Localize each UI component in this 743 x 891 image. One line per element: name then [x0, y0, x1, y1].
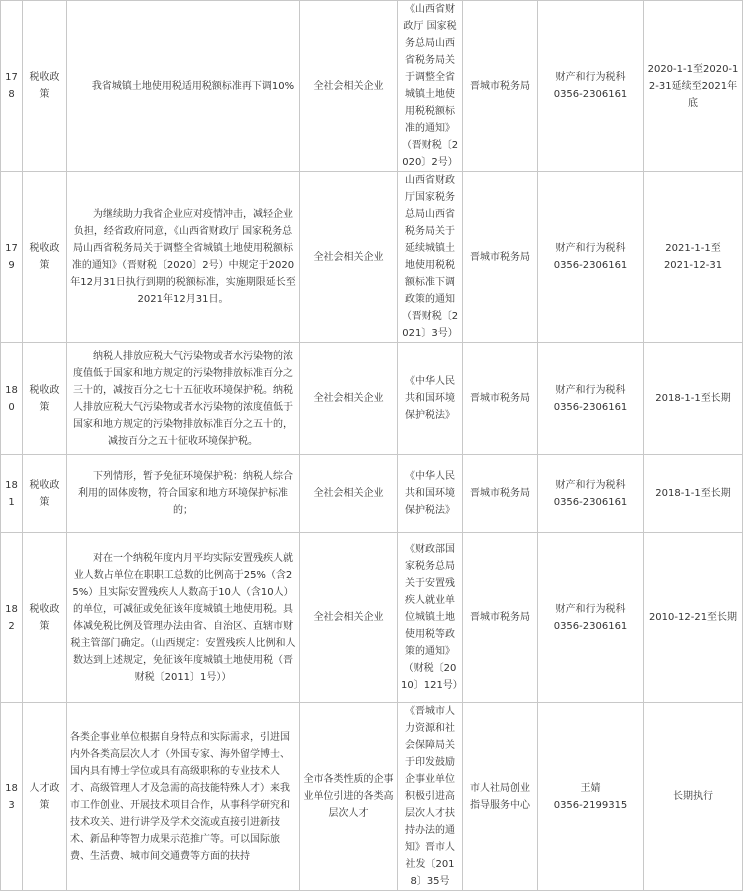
policy-period: 长期执行 — [644, 703, 743, 891]
policy-target: 全社会相关企业 — [300, 1, 398, 172]
policy-contact — [538, 703, 644, 891]
row-number: 180 — [1, 343, 23, 455]
contact-text: 财产和行为税科 0356-2306161 — [553, 603, 628, 632]
policy-target: 全社会相关企业 — [300, 533, 398, 703]
contact-text: 财产和行为税科 0356-2306161 — [553, 479, 628, 508]
policy-target: 全社会相关企业 — [300, 172, 398, 343]
table-row — [1, 455, 743, 533]
contact-text: 王婧 0356-2199315 — [553, 782, 628, 811]
policy-period: 2018-1-1至长期 — [644, 455, 743, 533]
policy-basis: 山西省财政厅国家税务总局山西省税务局关于延续城镇土地使用税税额标准下调政策的通知（晋财税〔2021〕3号） — [398, 172, 463, 343]
table-row — [1, 172, 743, 343]
table-row — [1, 703, 743, 891]
policy-content: 为继续助力我省企业应对疫情冲击，减轻企业负担，经省政府同意，《山西省财政厅 国家税务总局山西省税务局关于调整全省城镇土地使用税额标准的通知》（晋财税〔2020〕2号）中规定于2020年12月31日执行到期的税额标准，实施期限延长至2021年12月31日。 — [67, 172, 300, 343]
policy-basis: 《中华人民共和国环境保护税法》 — [398, 343, 463, 455]
policy-period — [644, 172, 743, 343]
policy-department: 晋城市税务局 — [463, 1, 538, 172]
policy-period: 2020-1-1至2020-12-31延续至2021年底 — [644, 1, 743, 172]
table-row — [1, 1, 743, 172]
table-row — [1, 343, 743, 455]
row-number: 181 — [1, 455, 23, 533]
row-number: 178 — [1, 1, 23, 172]
row-number: 182 — [1, 533, 23, 703]
policy-content: 对在一个纳税年度内月平均实际安置残疾人就业人数占单位在职职工总数的比例高于25%（含25%）且实际安置残疾人人数高于10人（含10人）的单位，可减征或免征该年度城镇土地使用税。具体减免税比例及管理办法由省、自治区、直辖市财税主管部门确定。（山西规定：安置残疾人比例和人数达到上述规定，免征该年度城镇土地使用税（晋财税〔2011〕1号）） — [67, 533, 300, 703]
policy-category: 税收政策 — [23, 343, 67, 455]
policy-basis: 《财政部国家税务总局关于安置残疾人就业单位城镇土地使用税等政策的通知》（财税〔2010〕121号） — [398, 533, 463, 703]
policy-content: 纳税人排放应税大气污染物或者水污染物的浓度值低于国家和地方规定的污染物排放标准百分之三十的，减按百分之七十五征收环境保护税。纳税人排放应税大气污染物或者水污染物的浓度值低于国家和地方规定的污染物排放标准百分之五十的，减按百分之五十征收环境保护税。 — [67, 343, 300, 455]
policy-category: 税收政策 — [23, 1, 67, 172]
period-text: 2021-1-1至 2021-12-31 — [663, 243, 723, 271]
policy-category: 税收政策 — [23, 533, 67, 703]
row-number: 179 — [1, 172, 23, 343]
policy-category: 税收政策 — [23, 455, 67, 533]
policy-basis: 《中华人民共和国环境保护税法》 — [398, 455, 463, 533]
table-row — [1, 533, 743, 703]
policy-contact — [538, 1, 644, 172]
policy-contact — [538, 533, 644, 703]
policy-content: 我省城镇土地使用税适用税额标准再下调10% — [67, 1, 300, 172]
policy-basis: 《晋城市人力资源和社会保障局关于印发鼓励企事业单位积极引进高层次人才扶持办法的通知》晋市人社发〔2018〕35号 — [398, 703, 463, 891]
policy-department: 晋城市税务局 — [463, 533, 538, 703]
policy-period: 2018-1-1至长期 — [644, 343, 743, 455]
contact-text: 财产和行为税科 0356-2306161 — [553, 384, 628, 413]
policy-target: 全社会相关企业 — [300, 343, 398, 455]
policy-content: 下列情形，暂予免征环境保护税：纳税人综合利用的固体废物，符合国家和地方环境保护标准的； — [67, 455, 300, 533]
policy-basis: 《山西省财政厅 国家税务总局山西省税务局关于调整全省城镇土地使用税税额标准的通知》（晋财税〔2020〕2号） — [398, 1, 463, 172]
policy-department: 市人社局创业指导服务中心 — [463, 703, 538, 891]
policy-department: 晋城市税务局 — [463, 343, 538, 455]
policy-contact — [538, 343, 644, 455]
policy-period: 2010-12-21至长期 — [644, 533, 743, 703]
policy-department: 晋城市税务局 — [463, 455, 538, 533]
policy-target: 全市各类性质的企事业单位引进的各类高层次人才 — [300, 703, 398, 891]
policy-category: 税收政策 — [23, 172, 67, 343]
policy-content: 各类企事业单位根据自身特点和实际需求，引进国内外各类高层次人才（外国专家、海外留学博士、国内具有博士学位或具有高级职称的专业技术人才、高级管理人才及急需的高技能特殊人才）来我市工作创业、开展技术项目合作，从事科学研究和技术攻关、进行讲学及学术交流或直接引进新技术、新品种等智力成果示范推广等。可以国际旅费、生活费、城市间交通费等方面的扶持 — [67, 703, 300, 891]
contact-text: 财产和行为税科 0356-2306161 — [553, 243, 628, 271]
policy-target: 全社会相关企业 — [300, 455, 398, 533]
row-number: 183 — [1, 703, 23, 891]
policy-department: 晋城市税务局 — [463, 172, 538, 343]
policy-contact — [538, 172, 644, 343]
policy-contact — [538, 455, 644, 533]
policy-category: 人才政策 — [23, 703, 67, 891]
contact-text: 财产和行为税科 0356-2306161 — [553, 72, 628, 100]
